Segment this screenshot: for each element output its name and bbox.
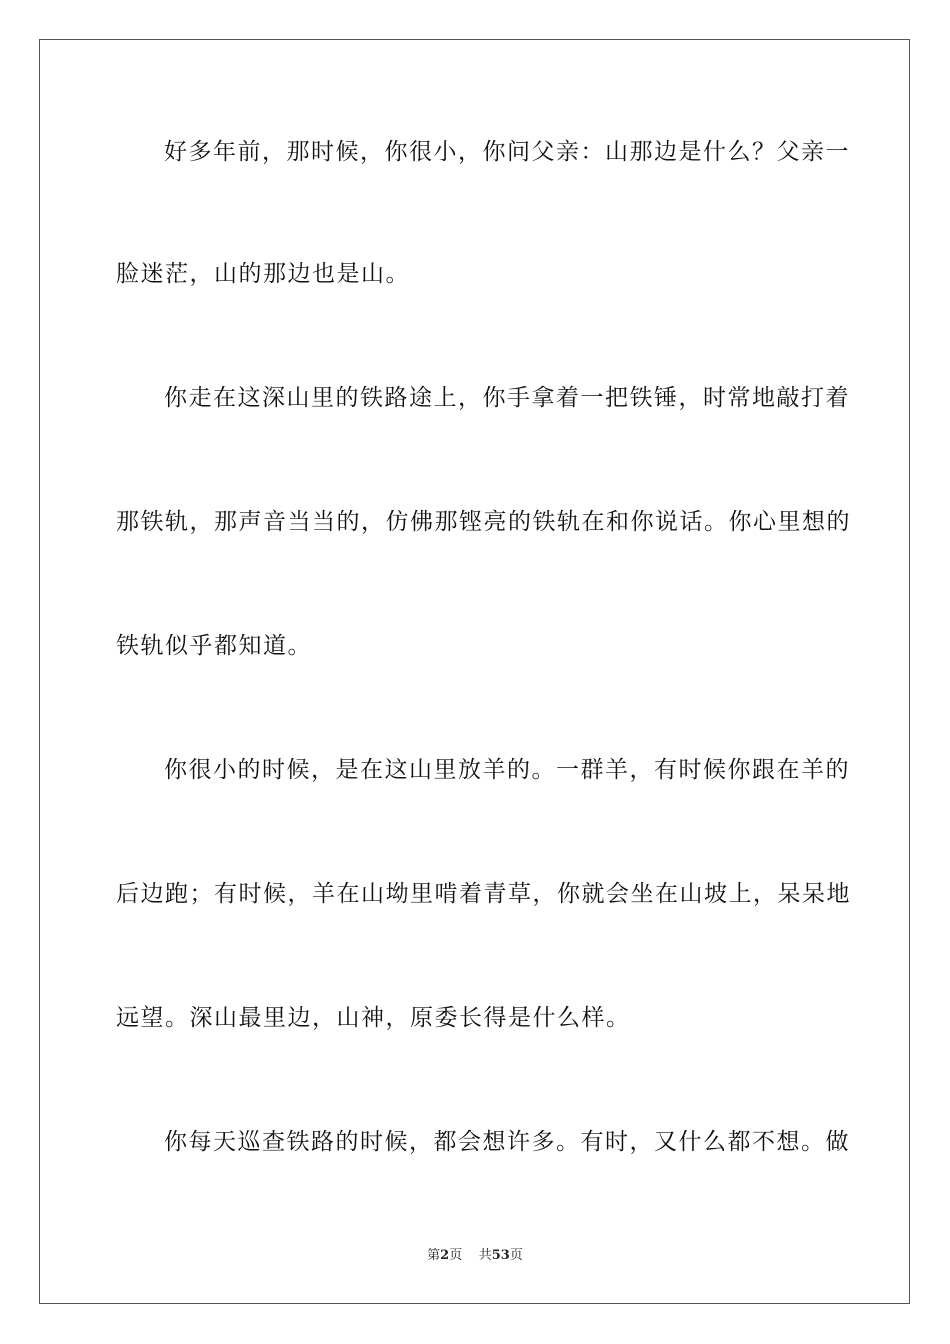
paragraph-3-line-3: 远望。深山最里边，山神，原委长得是什么样。 [116, 1005, 631, 1031]
total-suffix: 页 [509, 1248, 523, 1263]
paragraph-2-line-3: 铁轨似乎都知道。 [116, 633, 312, 659]
total-pages: 53 [491, 1248, 510, 1263]
page-number: 2 [440, 1248, 450, 1263]
paragraph-3-line-1: 你很小的时候，是在这山里放羊的。一群羊，有时候你跟在羊的 [164, 757, 850, 783]
paragraph-2-line-1: 你走在这深山里的铁路途上，你手拿着一把铁锤，时常地敲打着 [164, 385, 850, 411]
page-prefix: 第 [427, 1248, 441, 1263]
page-footer [0, 1247, 950, 1265]
paragraph-3-line-2: 后边跑；有时候，羊在山坳里啃着青草，你就会坐在山坡上，呆呆地 [116, 881, 851, 907]
page-frame [39, 39, 910, 1304]
paragraph-1-line-2: 脸迷茫，山的那边也是山。 [116, 261, 410, 287]
paragraph-2-line-2: 那铁轨，那声音当当的，仿佛那铿亮的铁轨在和你说话。你心里想的 [116, 509, 851, 535]
page-suffix: 页 [449, 1248, 463, 1263]
paragraph-1-line-1: 好多年前，那时候，你很小，你问父亲：山那边是什么？父亲一 [164, 139, 850, 165]
paragraph-4-line-1: 你每天巡查铁路的时候，都会想许多。有时，又什么都不想。做 [164, 1129, 850, 1155]
total-prefix: 共 [478, 1248, 492, 1263]
